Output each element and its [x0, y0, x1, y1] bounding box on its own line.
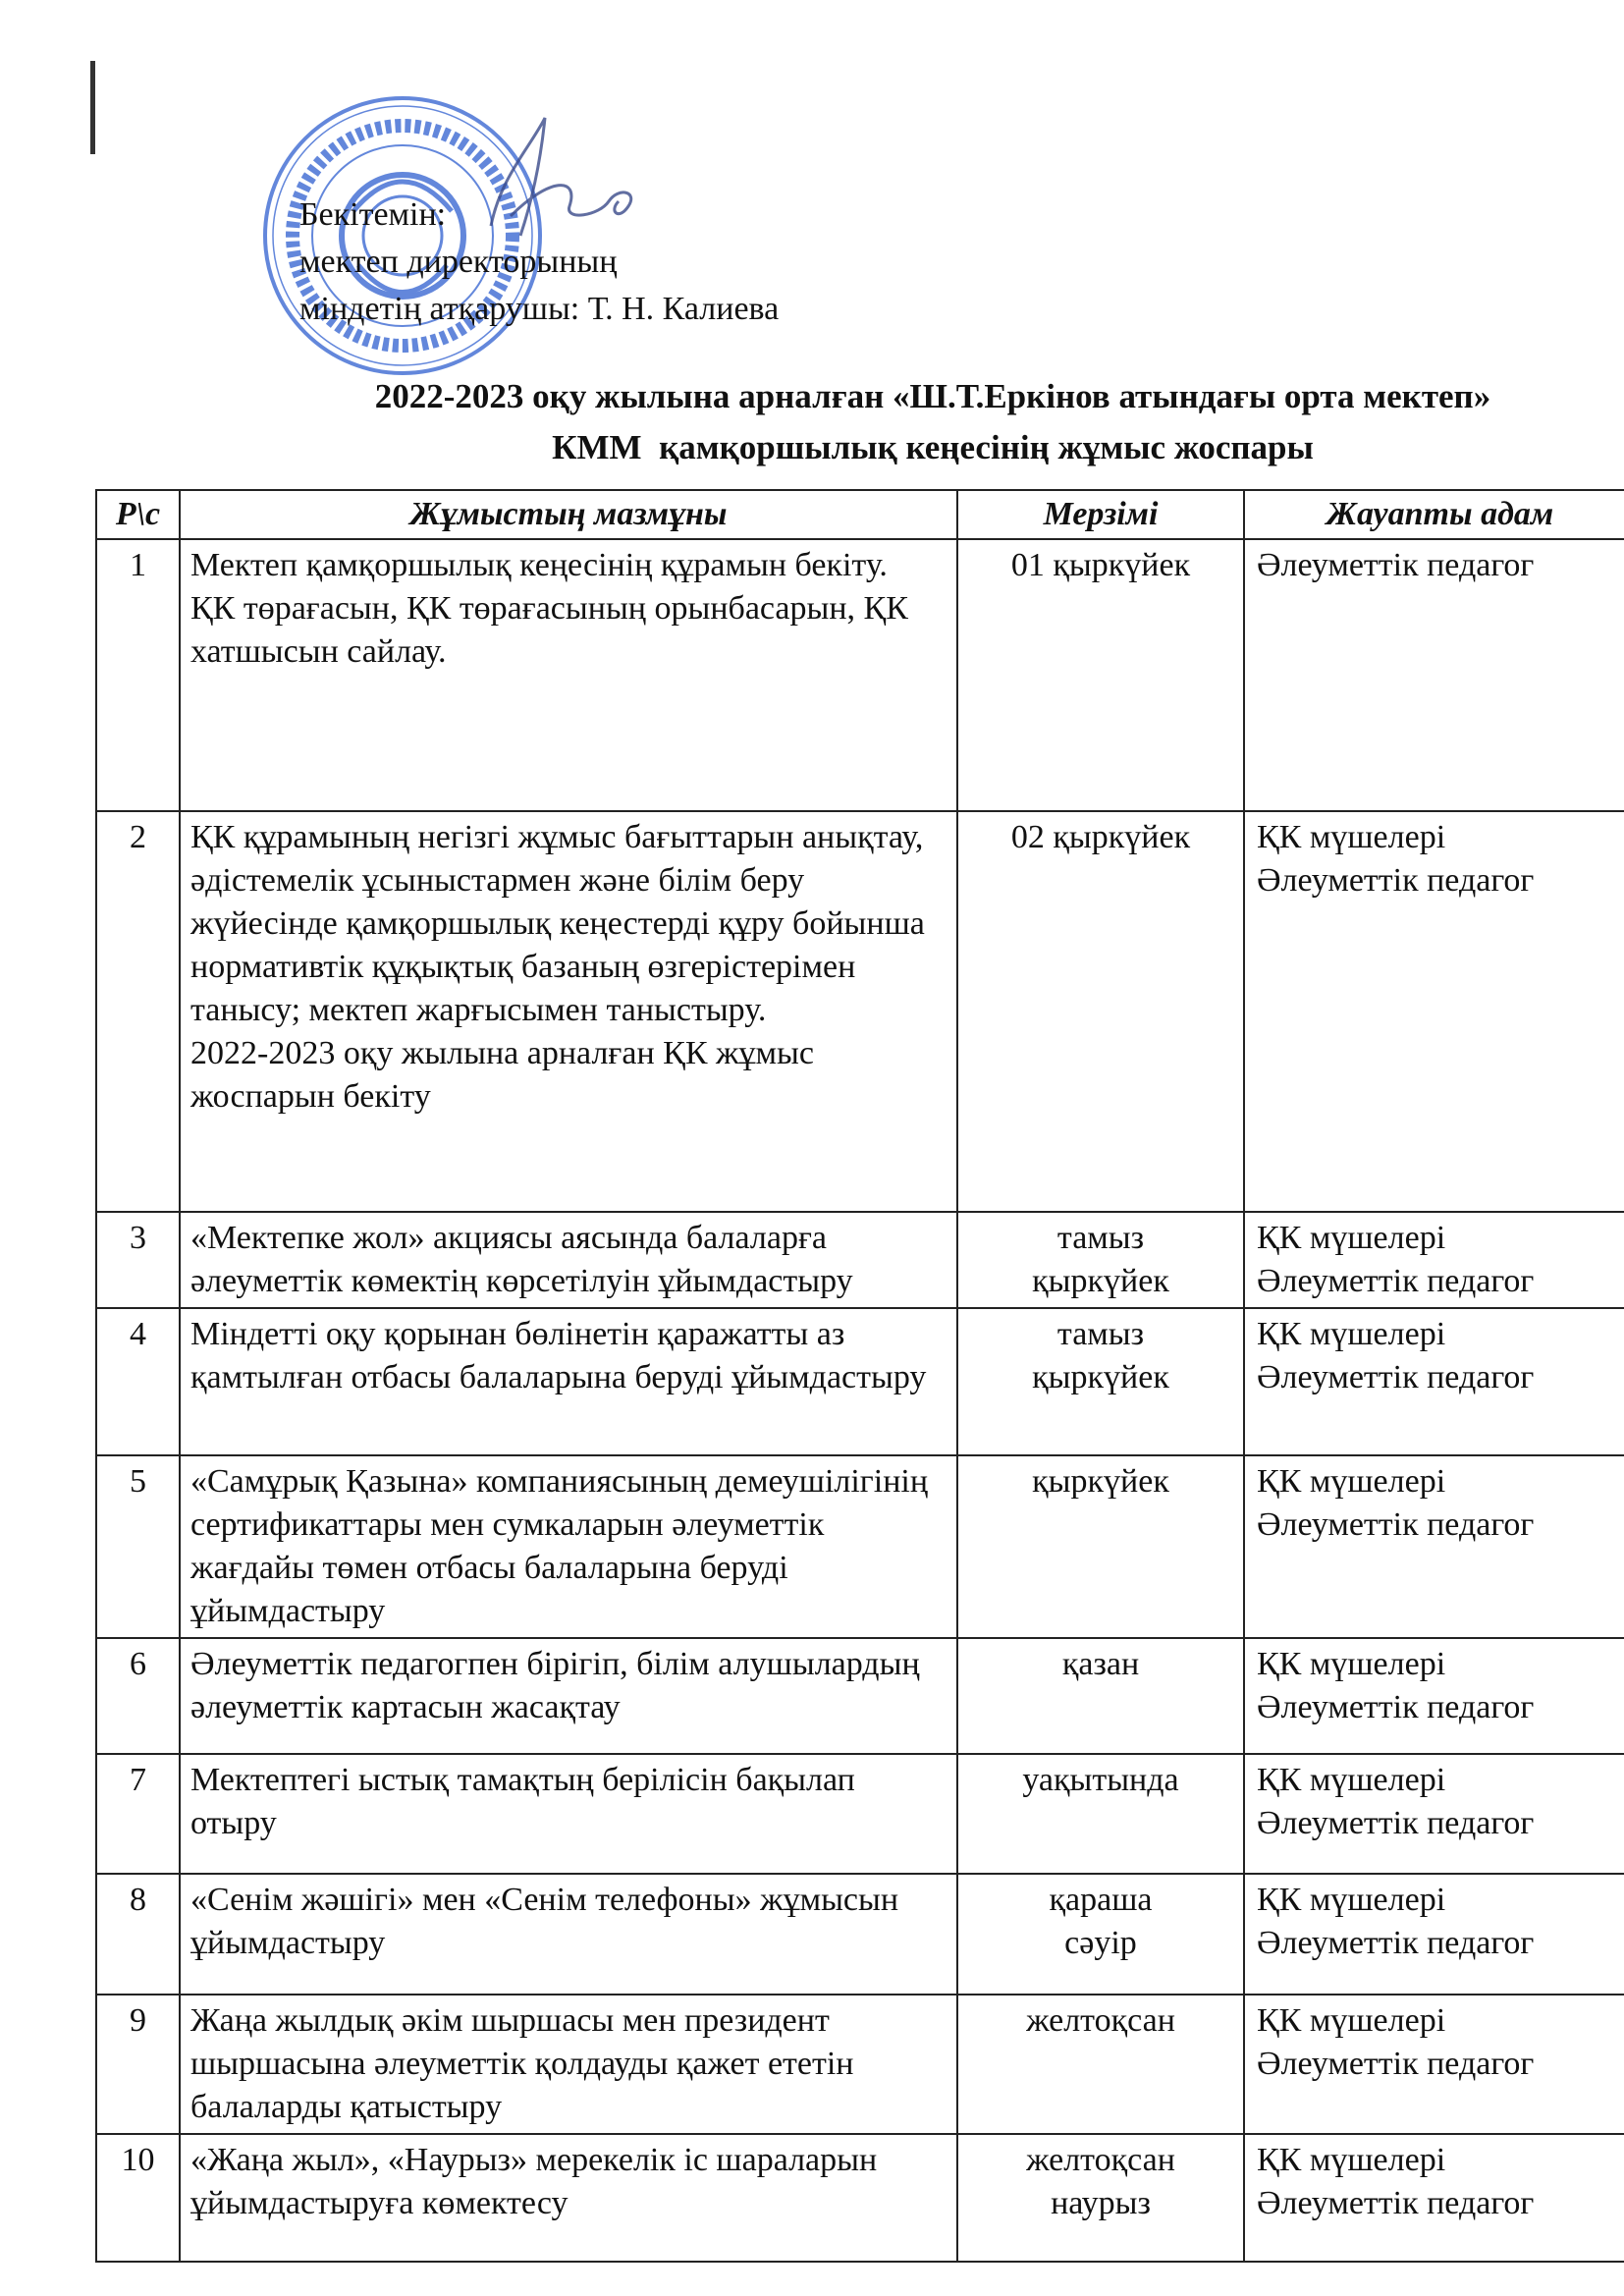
table-row [96, 1638, 1624, 1754]
row-content: Міндетті оқу қорынан бөлінетін қаражатты аз қамтылған отбасы балаларына беруді ұйымдастыру [180, 1308, 957, 1455]
table-row [96, 1212, 1624, 1308]
row-content: «Сенім жәшігі» мен «Сенім телефоны» жұмысын ұйымдастыру [180, 1874, 957, 1995]
document-title [275, 371, 1591, 473]
approval-position: мектеп директорының [299, 244, 618, 280]
table-header-row [96, 490, 1624, 539]
row-number: 9 [96, 1995, 180, 2134]
table-row [96, 1308, 1624, 1455]
table-row [96, 1455, 1624, 1638]
row-deadline: тамыз қыркүйек [957, 1308, 1244, 1455]
row-deadline: қазан [957, 1638, 1244, 1754]
row-deadline: қыркүйек [957, 1455, 1244, 1638]
table-row [96, 539, 1624, 811]
row-number: 8 [96, 1874, 180, 1995]
row-responsible: ҚК мүшелері Әлеуметтік педагог [1244, 1874, 1624, 1995]
row-responsible: ҚК мүшелері Әлеуметтік педагог [1244, 1995, 1624, 2134]
title-line-1: 2022-2023 оқу жылына арналған «Ш.Т.Еркінов атындағы орта мектеп» [374, 377, 1491, 415]
table-row [96, 811, 1624, 1212]
work-plan-table [95, 489, 1624, 2263]
row-deadline: желтоқсан наурыз [957, 2134, 1244, 2262]
row-responsible: ҚК мүшелері Әлеуметтік педагог [1244, 1754, 1624, 1874]
row-content: «Самұрық Қазына» компаниясының демеушілігінің сертификаттары мен сумкаларын әлеуметтік жағдайы төмен отбасы балаларына беруді ұйымдастыру [180, 1455, 957, 1638]
approval-label: Бекітемін: [299, 196, 447, 233]
row-responsible: ҚК мүшелері Әлеуметтік педагог [1244, 811, 1624, 1212]
approval-name: міндетің атқарушы: Т. Н. Калиева [299, 291, 780, 327]
row-number: 6 [96, 1638, 180, 1754]
table-row [96, 2134, 1624, 2262]
header-deadline: Мерзімі [957, 490, 1244, 539]
table-row [96, 1754, 1624, 1874]
scan-margin-mark [90, 61, 95, 154]
row-deadline: 01 қыркүйек [957, 539, 1244, 811]
row-deadline: желтоқсан [957, 1995, 1244, 2134]
row-content: Мектеп қамқоршылық кеңесінің құрамын бекіту. ҚК төрағасын, ҚК төрағасының орынбасарын, ҚК хатшысын сайлау. [180, 539, 957, 811]
table-row [96, 1995, 1624, 2134]
header-number: Р\с [96, 490, 180, 539]
row-responsible: ҚК мүшелері Әлеуметтік педагог [1244, 1308, 1624, 1455]
header-responsible: Жауапты адам [1244, 490, 1624, 539]
row-content: ҚК құрамының негізгі жұмыс бағыттарын анықтау, әдістемелік ұсыныстармен және білім беру жүйесінде қамқоршылық кеңестерді құру бойынша нормативтік құқықтық базаның өзгерістерімен танысу; мектеп жарғысымен таныстыру. 2022-2023 оқу жылына арналған ҚК жұмыс жоспарын бекіту [180, 811, 957, 1212]
row-number: 7 [96, 1754, 180, 1874]
row-responsible: ҚК мүшелері Әлеуметтік педагог [1244, 1212, 1624, 1308]
row-number: 10 [96, 2134, 180, 2262]
row-responsible: ҚК мүшелері Әлеуметтік педагог [1244, 1638, 1624, 1754]
row-number: 1 [96, 539, 180, 811]
row-number: 3 [96, 1212, 180, 1308]
row-deadline: қараша сәуір [957, 1874, 1244, 1995]
approval-block [299, 191, 779, 333]
header-content: Жұмыстың мазмұны [180, 490, 957, 539]
row-responsible: ҚК мүшелері Әлеуметтік педагог [1244, 1455, 1624, 1638]
row-content: Әлеуметтік педагогпен бірігіп, білім алушылардың әлеуметтік картасын жасақтау [180, 1638, 957, 1754]
row-number: 4 [96, 1308, 180, 1455]
row-content: «Мектепке жол» акциясы аясында балаларға әлеуметтік көмектің көрсетілуін ұйымдастыру [180, 1212, 957, 1308]
row-number: 2 [96, 811, 180, 1212]
row-responsible: ҚК мүшелері Әлеуметтік педагог [1244, 2134, 1624, 2262]
row-deadline: уақытында [957, 1754, 1244, 1874]
row-content: Мектептегі ыстық тамақтың берілісін бақылап отыру [180, 1754, 957, 1874]
title-line-2: КММ қамқоршылық кеңесінің жұмыс жоспары [552, 428, 1314, 466]
row-content: «Жаңа жыл», «Наурыз» мерекелік іс шараларын ұйымдастыруға көмектесу [180, 2134, 957, 2262]
row-deadline: 02 қыркүйек [957, 811, 1244, 1212]
row-number: 5 [96, 1455, 180, 1638]
table-row [96, 1874, 1624, 1995]
row-content: Жаңа жылдық әкім шыршасы мен президент шыршасына әлеуметтік қолдауды қажет ететін балаларды қатыстыру [180, 1995, 957, 2134]
row-responsible: Әлеуметтік педагог [1244, 539, 1624, 811]
row-deadline: тамыз қыркүйек [957, 1212, 1244, 1308]
